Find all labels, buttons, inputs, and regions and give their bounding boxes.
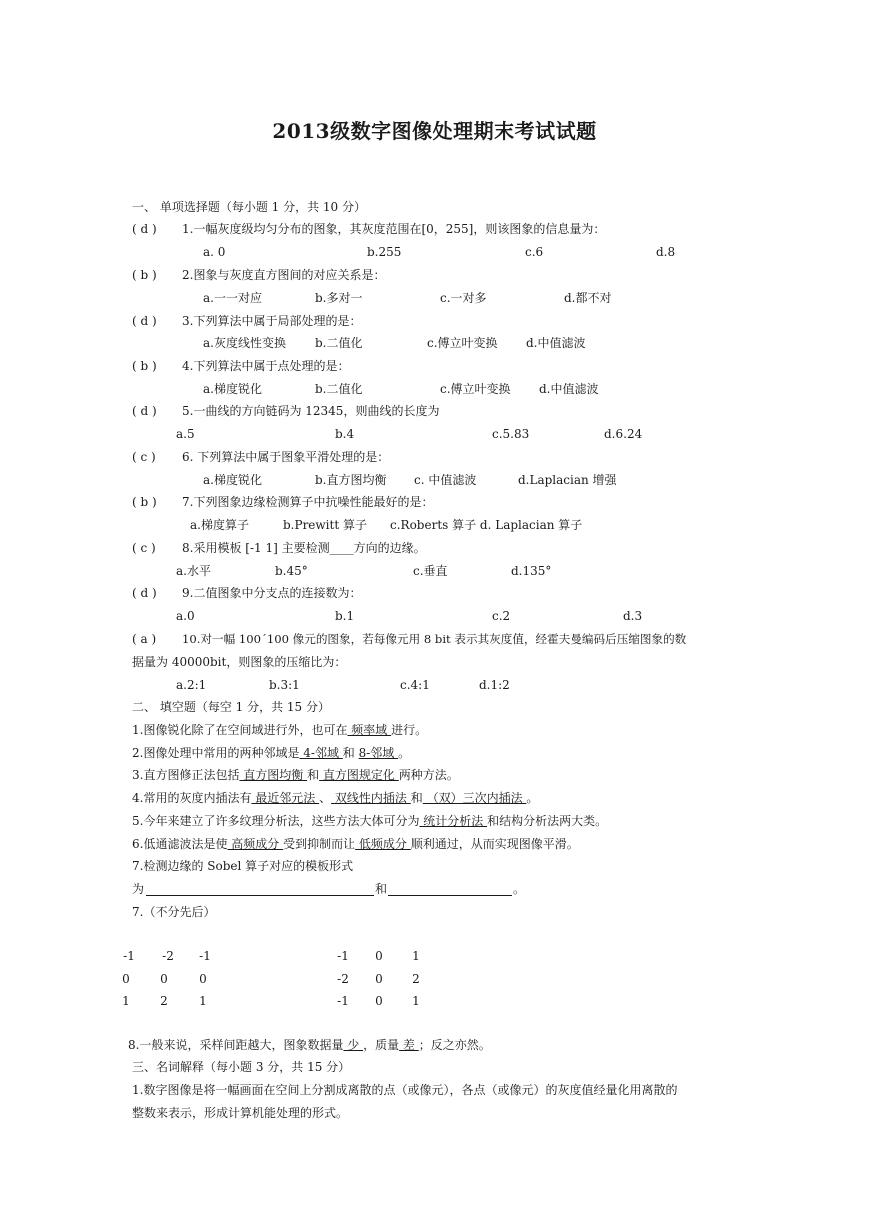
q9-answer: ( d ) <box>132 586 157 600</box>
q6-option-d: d.Laplacian 增强 <box>518 473 617 487</box>
section3-heading: 三、名词解释（每小题 3 分，共 15 分） <box>132 1060 351 1074</box>
q10-option-c: c.4:1 <box>400 678 430 692</box>
q1-option-d: d.8 <box>656 245 676 259</box>
section1-heading: 一、 单项选择题（每小题 1 分，共 10 分） <box>132 200 366 214</box>
matrix-cell: -2 <box>162 949 174 963</box>
matrix-cell: 1 <box>412 949 420 963</box>
matrix-cell: 0 <box>375 972 383 986</box>
q2-option-d: d.都不对 <box>564 291 612 305</box>
q5-option-b: b.4 <box>335 427 355 441</box>
q9-option-c: c.2 <box>492 609 511 623</box>
q2-option-c: c.一对多 <box>440 291 487 305</box>
matrix-cell: 1 <box>199 994 207 1008</box>
fill-q7-note: 7.（不分先后） <box>132 905 216 919</box>
fill-q2-answer-1: 4-邻域 <box>299 746 343 760</box>
matrix-cell: -1 <box>337 994 349 1008</box>
q4-option-d: d.中值滤波 <box>539 382 599 396</box>
fill-q2-answer-2: 8-邻域 <box>358 746 399 760</box>
q8-option-c: c.垂直 <box>413 564 448 578</box>
q7-stem: 7.下列图象边缘检测算子中抗噪性能最好的是： <box>182 495 434 509</box>
q8-option-d: d.135° <box>511 564 552 578</box>
fill-q7-blank-2 <box>388 895 512 896</box>
q7-option-a: a.梯度算子 <box>190 518 249 532</box>
fill-q8-answer-2: 差 <box>399 1038 419 1052</box>
q6-option-c: c. 中值滤波 <box>414 473 477 487</box>
q1-option-b: b.255 <box>367 245 402 259</box>
fill-q5-answer: 统计分析法 <box>419 814 488 828</box>
q6-option-b: b.直方图均衡 <box>315 473 387 487</box>
q2-option-b: b.多对一 <box>315 291 363 305</box>
q1-stem: 1.一幅灰度级均匀分布的图象，其灰度范围在[0，255]，则该图象的信息量为： <box>182 222 606 236</box>
q3-option-b: b.二值化 <box>315 336 363 350</box>
q5-option-d: d.6.24 <box>604 427 643 441</box>
fill-q7-pre: 为 <box>132 882 145 896</box>
fill-q6-answer-2: 低频成分 <box>355 837 411 851</box>
fill-q4-answer-3: （双）三次内插法 <box>422 791 527 805</box>
fill-q4-answer-2: 双线性内插法 <box>331 791 411 805</box>
q2-answer: ( b ) <box>132 268 157 282</box>
q8-option-b: b.45° <box>275 564 308 578</box>
fill-q1: 1.图像锐化除了在空间域进行外，也可在 频率域 进行。 <box>132 723 428 737</box>
matrix-cell: -1 <box>337 949 349 963</box>
matrix-cell: -1 <box>199 949 211 963</box>
fill-q7-line1: 7.检测边缘的 Sobel 算子对应的模板形式 <box>132 859 354 873</box>
fill-q2: 2.图像处理中常用的两种邻域是 4-邻域 和 8-邻域 。 <box>132 746 411 760</box>
q3-option-c: c.傅立叶变换 <box>427 336 498 350</box>
q7-answer: ( b ) <box>132 495 157 509</box>
q3-answer: ( d ) <box>132 314 157 328</box>
matrix-cell: 1 <box>412 994 420 1008</box>
q5-answer: ( d ) <box>132 404 157 418</box>
q6-answer: ( c ) <box>132 450 156 464</box>
q4-option-a: a.梯度锐化 <box>203 382 262 396</box>
q9-option-b: b.1 <box>335 609 355 623</box>
q3-option-a: a.灰度线性变换 <box>203 336 286 350</box>
matrix-cell: 0 <box>199 972 207 986</box>
fill-q8-answer-1: 少 <box>343 1038 364 1052</box>
fill-q4: 4.常用的灰度内插法有 最近邻元法 、 双线性内插法 和 （双）三次内插法 。 <box>132 791 539 805</box>
fill-q8: 8.一般来说，采样间距越大，图象数据量 少 ，质量 差 ；反之亦然。 <box>128 1038 491 1052</box>
page-title: 2013级数字图像处理期末考试试题 <box>272 119 597 143</box>
q7-option-cd: c.Roberts 算子 d. Laplacian 算子 <box>390 518 583 532</box>
q8-answer: ( c ) <box>132 541 156 555</box>
q9-option-a: a.0 <box>176 609 195 623</box>
q9-option-d: d.3 <box>623 609 643 623</box>
term-q1-line1: 1.数字图像是将一幅画面在空间上分割成离散的点（或像元），各点（或像元）的灰度值经量化用离散的 <box>132 1083 678 1097</box>
matrix-cell: 0 <box>122 972 130 986</box>
q5-stem: 5.一曲线的方向链码为 12345，则曲线的长度为 <box>182 404 440 418</box>
fill-q7-post: 。 <box>513 882 526 896</box>
fill-q5: 5.今年来建立了许多纹理分析法，这些方法大体可分为 统计分析法 和结构分析法两大类。 <box>132 814 608 828</box>
q3-stem: 3.下列算法中属于局部处理的是： <box>182 314 362 328</box>
q2-stem: 2.图象与灰度直方图间的对应关系是： <box>182 268 386 282</box>
q1-option-c: c.6 <box>525 245 544 259</box>
fill-q3-answer-1: 直方图均衡 <box>239 768 308 782</box>
q9-stem: 9.二值图象中分支点的连接数为： <box>182 586 362 600</box>
q4-answer: ( b ) <box>132 359 157 373</box>
q10-stem-cont: 据量为 40000bit，则图象的压缩比为： <box>132 655 347 669</box>
term-q1-line2: 整数来表示，形成计算机能处理的形式。 <box>132 1106 349 1120</box>
matrix-cell: 1 <box>122 994 130 1008</box>
q8-stem: 8.采用模板 [-1 1] 主要检测____方向的边缘。 <box>182 541 426 555</box>
fill-q7-mid: 和 <box>375 882 388 896</box>
matrix-cell: -2 <box>337 972 349 986</box>
q10-option-a: a.2:1 <box>176 678 207 692</box>
q3-option-d: d.中值滤波 <box>526 336 586 350</box>
matrix-cell: 0 <box>160 972 168 986</box>
section2-heading: 二、 填空题（每空 1 分，共 15 分） <box>132 700 330 714</box>
q10-option-d: d.1:2 <box>479 678 510 692</box>
matrix-cell: 2 <box>160 994 168 1008</box>
q5-option-c: c.5.83 <box>492 427 530 441</box>
matrix-cell: 0 <box>375 994 383 1008</box>
q1-option-a: a. 0 <box>203 245 226 259</box>
q2-option-a: a.一一对应 <box>203 291 262 305</box>
q5-option-a: a.5 <box>176 427 195 441</box>
matrix-cell: 2 <box>412 972 420 986</box>
q4-stem: 4.下列算法中属于点处理的是： <box>182 359 350 373</box>
fill-q1-answer: 频率域 <box>347 723 392 737</box>
fill-q4-answer-1: 最近邻元法 <box>251 791 320 805</box>
fill-q3-answer-2: 直方图规定化 <box>319 768 399 782</box>
q4-option-c: c.傅立叶变换 <box>440 382 511 396</box>
q8-option-a: a.水平 <box>176 564 211 578</box>
matrix-cell: 0 <box>375 949 383 963</box>
fill-q6-answer-1: 高频成分 <box>227 837 284 851</box>
q6-stem: 6. 下列算法中属于图象平滑处理的是： <box>182 450 390 464</box>
fill-q6: 6.低通滤波法是使 高频成分 受到抑制而让 低频成分 顺利通过，从而实现图像平滑。 <box>132 837 579 851</box>
q7-option-b: b.Prewitt 算子 <box>283 518 367 532</box>
q1-answer: ( d ) <box>132 222 157 236</box>
q10-stem: 10.对一幅 100´100 像元的图象，若每像元用 8 bit 表示其灰度值，经霍夫曼编码后压缩图象的数 <box>182 632 687 646</box>
fill-q7-blank-1 <box>146 895 374 896</box>
fill-q3: 3.直方图修正法包括 直方图均衡 和 直方图规定化 两种方法。 <box>132 768 459 782</box>
matrix-cell: -1 <box>123 949 135 963</box>
q10-answer: ( a ) <box>132 632 157 646</box>
q10-option-b: b.3:1 <box>269 678 300 692</box>
q4-option-b: b.二值化 <box>315 382 363 396</box>
q6-option-a: a.梯度锐化 <box>203 473 262 487</box>
